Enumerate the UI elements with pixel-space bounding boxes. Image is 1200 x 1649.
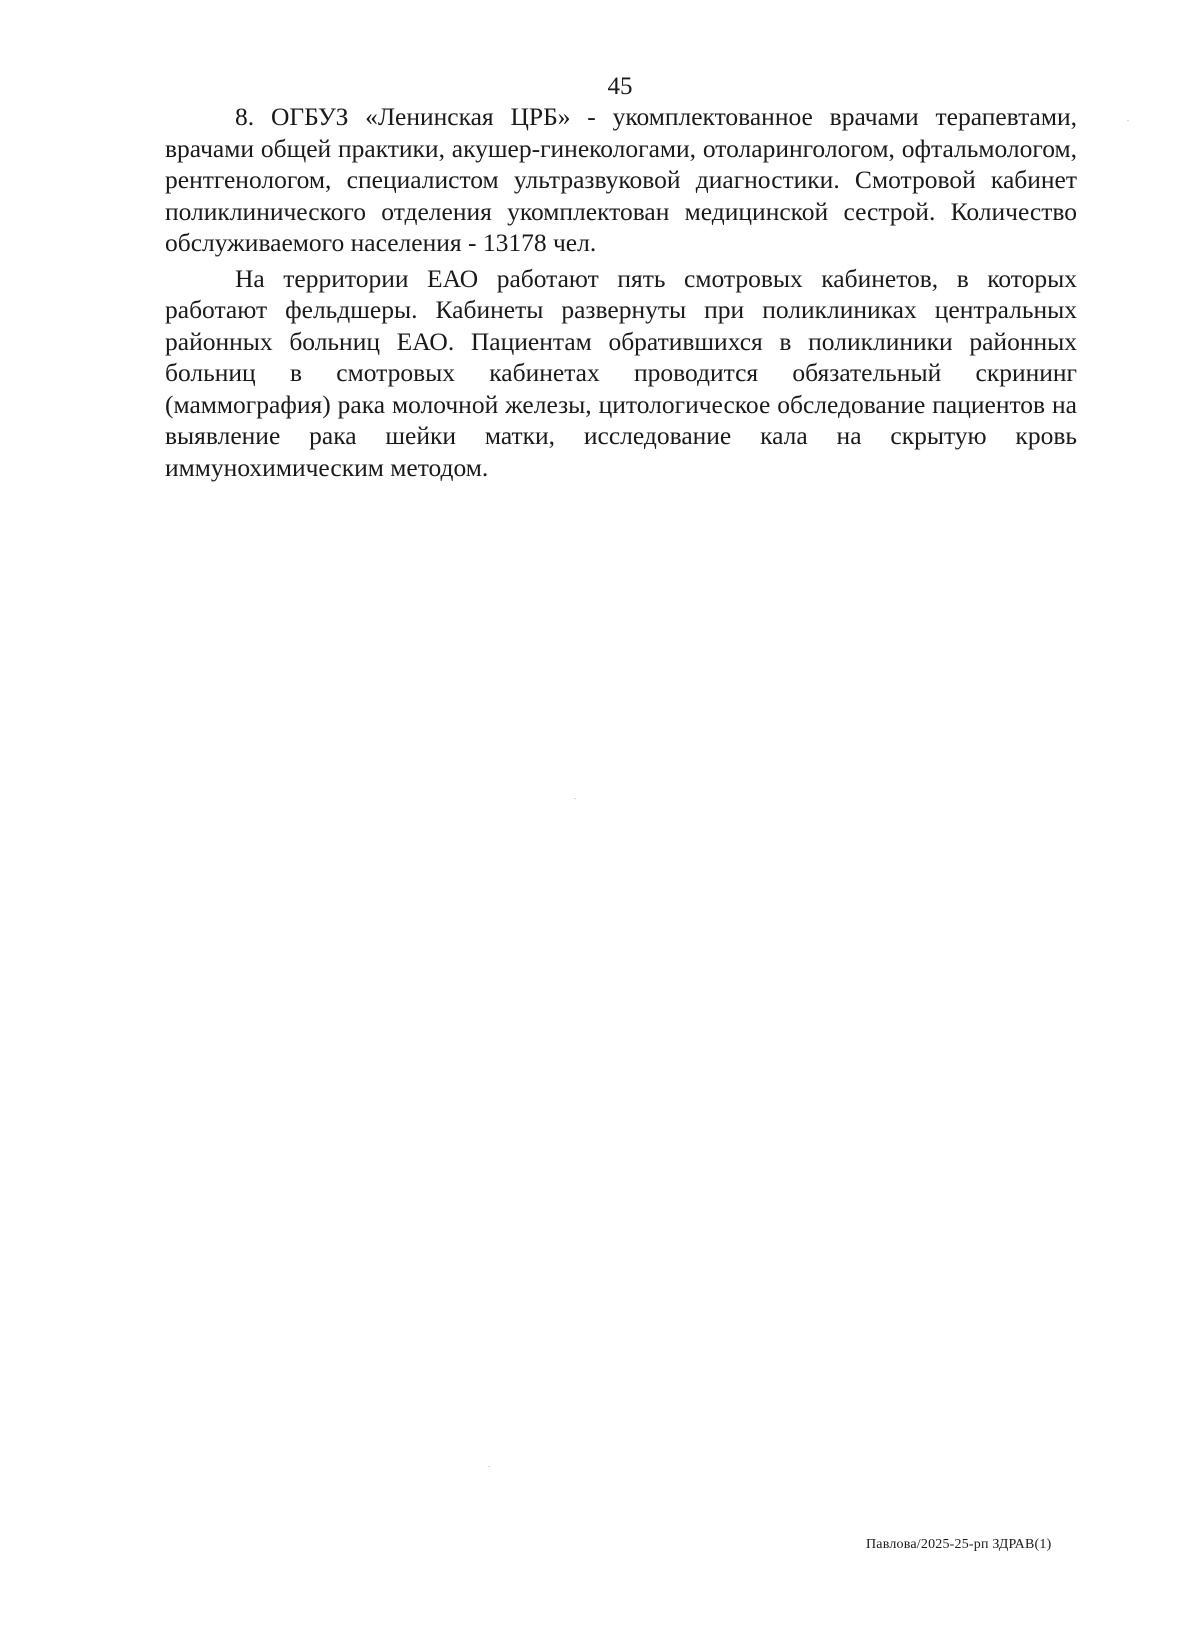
paragraph-hospital-staffing: 8. ОГБУЗ «Ленинская ЦРБ» - укомплектованное врачами терапевтами, врачами общей практики, акушер-гинекологами, отоларингологом, офтальмологом, рентгенологом, специалистом ультразвуковой диагностики. Смотровой кабинет поликлинического отделения укомплектован медицинской сестрой. Количество обслуживаемого населения - 13178 чел.: [165, 102, 1077, 257]
scan-speck: [1127, 120, 1129, 121]
document-body: [165, 101, 1077, 487]
page-number: 45: [607, 73, 633, 100]
scan-speck: [488, 1466, 490, 1467]
paragraph-screening-rooms: На территории ЕАО работают пять смотровых кабинетов, в которых работают фельдшеры. Кабинеты развернуты при поликлиниках центральных районных больниц ЕАО. Пациентам обратившихся в поликлиники районных больниц в смотровых кабинетах проводится обязательный скрининг (маммография) рака молочной железы, цитологическое обследование пациентов на выявление рака шейки матки, исследование кала на скрытую кровь иммунохимическим методом.: [165, 263, 1077, 482]
scan-speck: [574, 798, 576, 799]
document-footer-code: Павлова/2025-25-рп ЗДРАВ(1): [866, 1537, 1052, 1552]
